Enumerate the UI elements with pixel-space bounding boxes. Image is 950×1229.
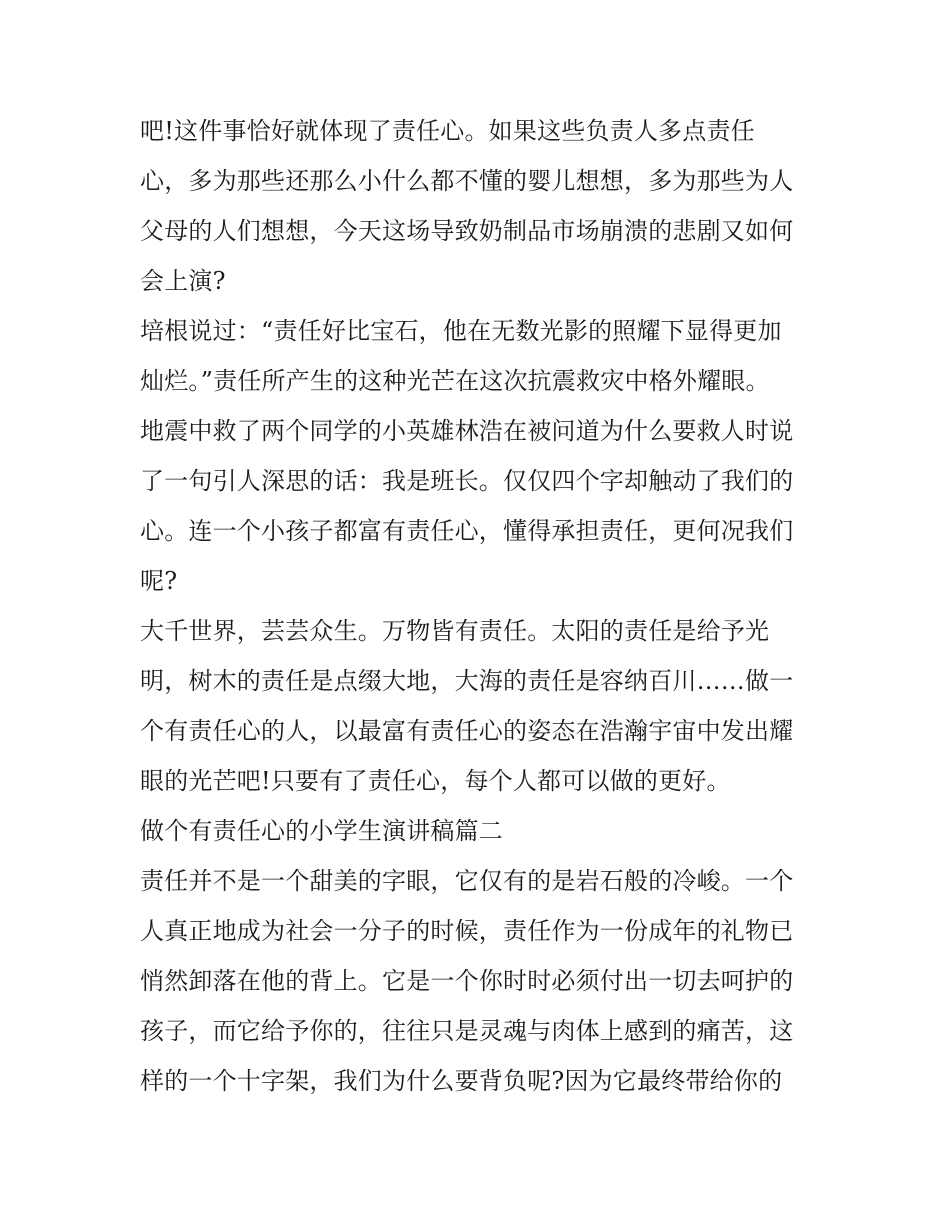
text-line: 呢? xyxy=(140,567,178,595)
text-line: 心，多为那些还那么小什么都不懂的婴儿想想，多为那些为人 xyxy=(140,167,794,195)
text-line: 父母的人们想想，今天这场导致奶制品市场崩溃的悲剧又如何 xyxy=(140,217,794,245)
text-line: 培根说过：“责任好比宝石，他在无数光影的照耀下显得更加 xyxy=(140,317,782,345)
section-heading: 做个有责任心的小学生演讲稿篇二 xyxy=(140,817,503,845)
text-line: 大千世界，芸芸众生。万物皆有责任。太阳的责任是给予光 xyxy=(140,617,770,645)
text-line: 吧!这件事恰好就体现了责任心。如果这些负责人多点责任 xyxy=(140,117,755,145)
text-line: 灿烂。”责任所产生的这种光芒在这次抗震救灾中格外耀眼。 xyxy=(140,367,770,395)
text-line: 了一句引人深思的话：我是班长。仅仅四个字却触动了我们的 xyxy=(140,467,794,495)
text-line: 悄然卸落在他的背上。它是一个你时时必须付出一切去呵护的 xyxy=(140,967,794,995)
text-line: 心。连一个小孩子都富有责任心，懂得承担责任，更何况我们 xyxy=(140,517,794,545)
text-line: 个有责任心的人，以最富有责任心的姿态在浩瀚宇宙中发出耀 xyxy=(140,717,794,745)
text-line: 责任并不是一个甜美的字眼，它仅有的是岩石般的冷峻。一个 xyxy=(140,867,794,895)
text-line: 地震中救了两个同学的小英雄林浩在被问道为什么要救人时说 xyxy=(140,417,794,445)
text-line: 人真正地成为社会一分子的时候，责任作为一份成年的礼物已 xyxy=(140,917,794,945)
text-line: 会上演? xyxy=(140,267,226,295)
text-line: 明，树木的责任是点缀大地，大海的责任是容纳百川……做一 xyxy=(140,667,794,695)
text-line: 眼的光芒吧!只要有了责任心，每个人都可以做的更好。 xyxy=(140,767,731,795)
text-line: 孩子，而它给予你的，往往只是灵魂与肉体上感到的痛苦，这 xyxy=(140,1017,794,1045)
text-line: 样的一个十字架，我们为什么要背负呢?因为它最终带给你的 xyxy=(140,1067,783,1095)
